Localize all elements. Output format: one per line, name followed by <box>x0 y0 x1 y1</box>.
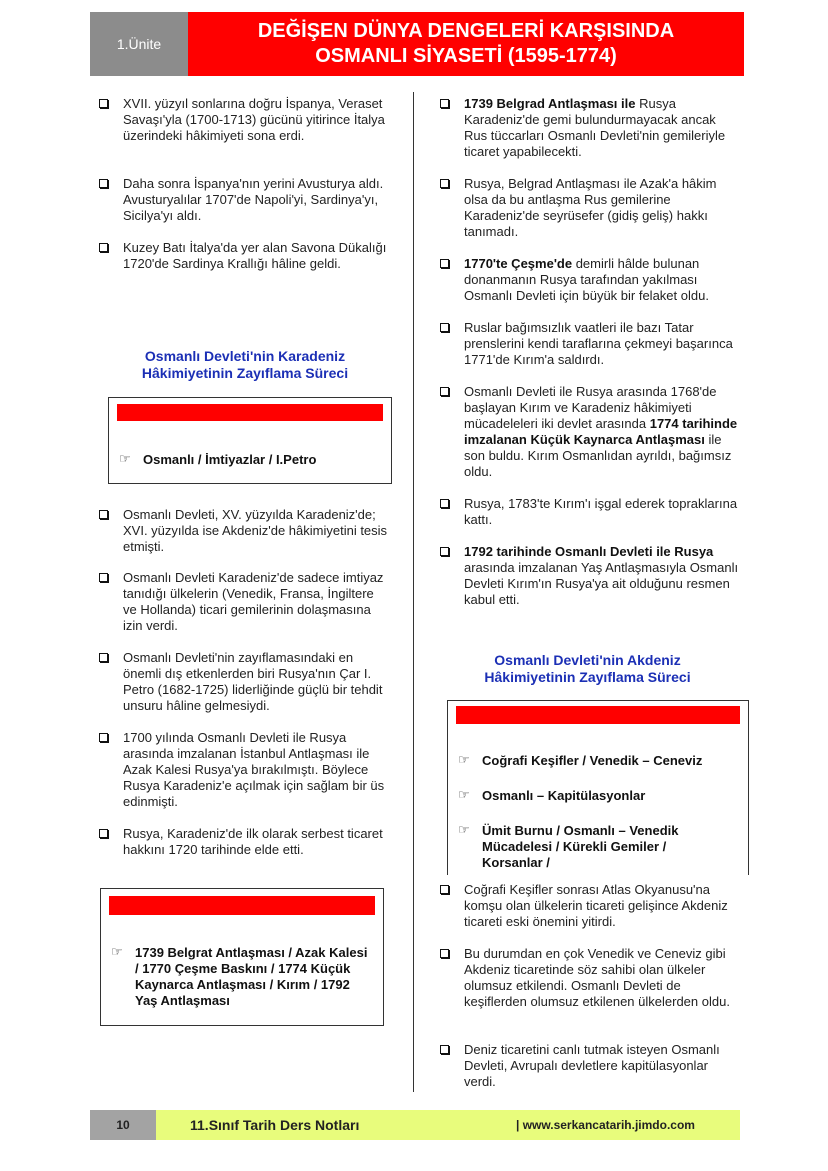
footer-website: | www.serkancatarih.jimdo.com <box>516 1118 695 1132</box>
checkbox-square-icon <box>440 1045 449 1054</box>
keyword-box <box>100 888 384 1026</box>
item-text: Kuzey Batı İtalya'da yer alan Savona Dükalığı 1720'de Sardinya Krallığı hâline geldi. <box>123 240 387 271</box>
heading-line: Hâkimiyetinin Zayıflama Süreci <box>484 669 691 685</box>
list-item <box>440 256 740 304</box>
item-text: 1700 yılında Osmanlı Devleti ile Rusya arasında imzalanan İstanbul Antlaşması ile Azak Kalesi Rusya'ya bırakılmıştı. Böylece Rusya Karadeniz'e açılmak için sağlam bir üs edinmişti. <box>123 730 385 809</box>
checkbox-square-icon <box>440 547 449 556</box>
red-bar <box>109 896 375 915</box>
checkbox-square-icon <box>440 387 449 396</box>
heading-line: Osmanlı Devleti'nin Karadeniz <box>144 348 346 364</box>
footer-bar <box>156 1110 740 1140</box>
item-text: Coğrafi Keşifler sonrası Atlas Okyanusu'na komşu olan ülkelerin ticareti gelişince Akdeniz ticareti eski önemini yitirdi. <box>464 882 728 929</box>
list-item <box>440 946 740 1010</box>
item-text: Osmanlı Devleti, XV. yüzyılda Karadeniz'de; XVI. yüzyılda ise Akdeniz'de hâkimiyetini tesis etmişti. <box>123 507 388 554</box>
checkbox-square-icon <box>99 733 108 742</box>
list-item <box>440 96 740 160</box>
checkbox-square-icon <box>440 949 449 958</box>
item-text: Osmanlı / İmtiyazlar / I.Petro <box>143 452 317 467</box>
keyword-box <box>108 397 392 484</box>
bold-text: 1792 tarihinde Osmanlı Devleti ile Rusya <box>464 544 714 559</box>
pointing-hand-icon: ☞ <box>111 944 123 959</box>
item-text: Deniz ticaretini canlı tutmak isteyen Osmanlı Devleti, Avrupalı devletlere kapitülasyonlar verdi. <box>464 1042 720 1089</box>
item-text: Rusya Karadeniz'de gemi bulundurmayacak ancak Rus tüccarları Osmanlı Devleti'nin gemileriyle ticaret yapabilecekti. <box>464 96 726 159</box>
heading-line: Osmanlı Devleti'nin Akdeniz <box>494 652 681 668</box>
list-item <box>99 826 391 858</box>
checkbox-square-icon <box>99 243 108 252</box>
bold-text: 1770'te Çeşme'de <box>464 256 573 271</box>
item-text: Osmanlı Devleti'nin zayıflamasındaki en önemli dış etkenlerden biri Rusya'nın Çar I. Petro (1682-1725) liderliğinde güçlü bir tehdit unsuru hâline gelmesiydi. <box>123 650 383 713</box>
bold-text: 1739 Belgrad Antlaşması ile <box>464 96 636 111</box>
checkbox-square-icon <box>99 829 108 838</box>
item-text: arasında imzalanan Yaş Antlaşmasıyla Osmanlı Devleti Kırım'ın Rusya'ya ait olduğunu resmen kabul etti. <box>464 560 739 607</box>
checkbox-square-icon <box>440 179 449 188</box>
checkbox-square-icon <box>99 510 108 519</box>
list-item <box>440 320 740 368</box>
checkbox-square-icon <box>440 99 449 108</box>
checkbox-square-icon <box>440 499 449 508</box>
item-text: ile son buldu. Kırım Osmanlıdan ayrıldı, bağımsız oldu. <box>464 432 732 479</box>
keyword-item <box>119 452 379 468</box>
section-heading <box>100 348 390 382</box>
checkbox-square-icon <box>99 653 108 662</box>
item-text: Coğrafi Keşifler / Venedik – Ceneviz <box>482 753 703 768</box>
section-heading <box>440 652 735 686</box>
list-item <box>99 650 391 714</box>
title-line-2: OSMANLI SİYASETİ (1595-1774) <box>315 45 617 67</box>
item-text: Rusya, Belgrad Antlaşması ile Azak'a hâkim olsa da bu antlaşma Rus gemilerine Karadeniz'de seyrüsefer (gidiş geliş) hakkı tanımadı. <box>464 176 717 239</box>
list-item <box>440 176 740 240</box>
keyword-item <box>458 788 738 804</box>
pointing-hand-icon: ☞ <box>458 752 470 767</box>
title-line-1: DEĞİŞEN DÜNYA DENGELERİ KARŞISINDA <box>257 20 675 42</box>
checkbox-square-icon <box>440 885 449 894</box>
item-text: Osmanlı – Kapitülasyonlar <box>482 788 646 803</box>
footer-title: 11.Sınıf Tarih Ders Notları <box>190 1117 360 1133</box>
pointing-hand-icon: ☞ <box>119 451 131 466</box>
item-text: Rusya, 1783'te Kırım'ı işgal ederek topraklarına kattı. <box>464 496 738 527</box>
keyword-item <box>458 753 738 769</box>
item-text: Ruslar bağımsızlık vaatleri ile bazı Tatar prenslerini kendi taraflarına çekmeyi başarınca 1771'de Kırım'a saldırdı. <box>464 320 733 367</box>
column-divider <box>413 92 414 1092</box>
checkbox-square-icon <box>440 259 449 268</box>
item-text: Rusya, Karadeniz'de ilk olarak serbest ticaret hakkını 1720 tarihinde elde etti. <box>123 826 383 857</box>
keyword-item <box>111 945 373 1009</box>
item-text: Osmanlı Devleti ile Rusya arasında 1768'de başlayan Kırım ve Karadeniz hâkimiyeti mücadeleleri iki devlet arasında <box>464 384 717 431</box>
list-item <box>99 570 391 634</box>
page-title <box>188 12 744 76</box>
pointing-hand-icon: ☞ <box>458 787 470 802</box>
list-item <box>440 882 740 930</box>
checkbox-square-icon <box>99 179 108 188</box>
item-text: Ümit Burnu / Osmanlı – Venedik Mücadelesi / Kürekli Gemiler / Korsanlar / <box>482 823 679 870</box>
list-item <box>99 240 391 272</box>
list-item <box>440 1042 740 1090</box>
list-item <box>440 384 740 480</box>
item-text: XVII. yüzyıl sonlarına doğru İspanya, Veraset Savaşı'yla (1700-1713) gücünü yitirince İtalya üzerindeki hâkimiyeti sona erdi. <box>123 96 385 143</box>
page-number: 10 <box>90 1110 156 1140</box>
item-text: Daha sonra İspanya'nın yerini Avusturya aldı. Avusturyalılar 1707'de Napoli'yi, Sardinya'yı, Sicilya'yı aldı. <box>123 176 384 223</box>
list-item <box>99 176 391 224</box>
red-bar <box>117 404 383 421</box>
checkbox-square-icon <box>99 573 108 582</box>
list-item <box>99 507 391 555</box>
item-text: Osmanlı Devleti Karadeniz'de sadece imtiyaz tanıdığı ülkelerin (Venedik, Fransa, İngiltere ve Hollanda) ticari gemilerinin dolaşmasına izin verdi. <box>123 570 384 633</box>
list-item <box>440 544 740 608</box>
unit-label: 1.Ünite <box>90 12 188 76</box>
checkbox-square-icon <box>440 323 449 332</box>
list-item <box>440 496 740 528</box>
item-text: Bu durumdan en çok Venedik ve Ceneviz gibi Akdeniz ticaretinde söz sahibi olan ülkeler olumsuz etkilendi. Osmanlı Devleti de keşiflerden olumsuz etkilenen ülkelerden oldu. <box>464 946 730 1009</box>
list-item <box>99 96 391 144</box>
red-bar <box>456 706 740 724</box>
checkbox-square-icon <box>99 99 108 108</box>
list-item <box>99 730 391 810</box>
keyword-box <box>447 700 749 875</box>
pointing-hand-icon: ☞ <box>458 822 470 837</box>
item-text: demirli hâlde bulunan donanmanın Rusya tarafından yakılması Osmanlı Devleti için büyük bir felaket oldu. <box>464 256 709 303</box>
heading-line: Hâkimiyetinin Zayıflama Süreci <box>141 365 349 381</box>
keyword-item <box>458 823 708 871</box>
item-text: 1739 Belgrat Antlaşması / Azak Kalesi / 1770 Çeşme Baskını / 1774 Küçük Kaynarca Antlaşması / Kırım / 1792 Yaş Antlaşması <box>135 945 368 1008</box>
bold-text: 1774 tarihinde imzalanan Küçük Kaynarca Antlaşması <box>464 416 738 447</box>
